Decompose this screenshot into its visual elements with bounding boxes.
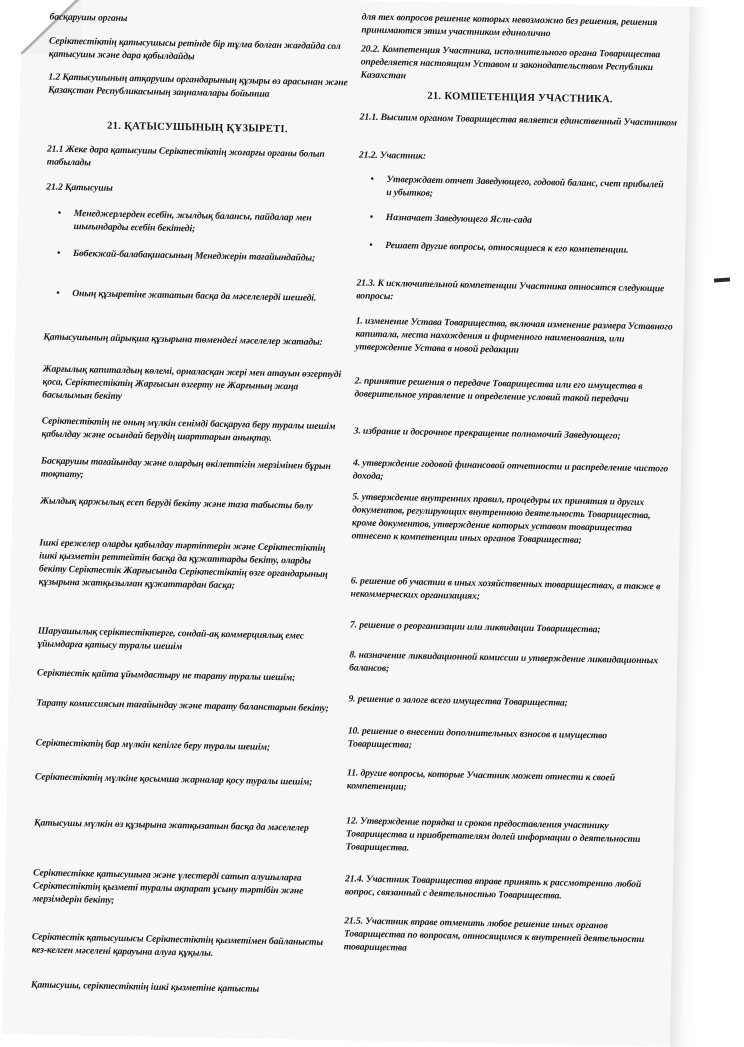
right-item-7: 7. решение о реорганизации или ликвидации Товарищества; xyxy=(350,618,601,636)
left-para-f: Ішкі ережелер оларды қабылдау тәртіптерін және Серіктестіктің ішкі қызметін реттейтін басқа да құжаттарды бекіту, оларды бекіту Серіктестік Жарғысында Серіктестіктің өзге органдарының құзырына жатқызылған құжаттардан басқа; xyxy=(39,536,340,594)
right-item-4: 4. утверждение годовой финансовой отчетности и распределение чистого дохода; xyxy=(353,456,673,488)
right-bullet-1: • Утверждает отчет Заведующего, годовой баланс, счет прибылей и убытков; xyxy=(358,172,666,204)
right-item-9: 9. решение о залоге всего имущества Товарищества; xyxy=(348,692,567,709)
page-edge-shadow xyxy=(670,7,712,1047)
right-para-21-5: 21.5. Участник вправе отменить любое решение иных органов Товарищества по вопросам, относящимся к внутренней деятельности товарищества xyxy=(344,914,665,959)
left-para-m: Серіктестікке қатысушыға және үлестерді сатып алушыларға Серіктестіктің қызметі туралы ақпарат ұсыну тәртібін және мерзімдерін бекіту; xyxy=(33,866,334,911)
left-para-intro: Серіктестіктің қатысушысы ретінде бір тұлға болған жағдайда сол қатысушы және дара қабылдайды xyxy=(49,35,349,67)
left-bullet-3: • Оның құзыретіне жататын басқа да мәселелерді шешеді. xyxy=(44,286,332,305)
left-para-l: Қатысушы мүлкін өз құзырына жатқызатын басқа да мәселелер xyxy=(34,816,309,834)
right-para-20-2: 20.2. Компетенция Участника, исполнительного органа Товарищества определяется настоящим Уставом и законодательством Республики Казахстан xyxy=(360,43,681,88)
right-item-5: 5. утверждение внутренних правил, процедуры их принятия и других документов, регулирующих внутреннюю деятельность Товарищества, кроме документов, утверждение которых уставом товарищества отнесено к компетенции иных органов Товарищества; xyxy=(352,490,673,548)
right-para-21-2: 21.2. Участник: xyxy=(359,148,426,162)
left-para-d: Басқарушы тағайындау және олардың өкілеттігін мерзімінен бұрын тоқтату; xyxy=(41,454,341,486)
right-top-fragment: для тех вопросов решение которых невозможно без решения, решения принимаются этим участником единолично xyxy=(361,11,681,43)
left-top-fragment: басқарушы органы xyxy=(49,11,127,25)
right-item-2: 2. принятие решения о передаче Товарищества или его имущества в доверительное управление и определение условий такой передачи xyxy=(354,374,674,406)
left-para-e: Жылдық қаржылық есеп беруді бекіту және таза табысты бөлу xyxy=(40,494,313,512)
left-bullet-2: • Бөбекжай-балабақшасының Менеджерін тағайындайды; xyxy=(45,246,333,265)
left-para-21-1: 21.1 Жеке дара қатысушы Серіктестіктің жоғарғы органы болып табылады xyxy=(47,143,347,175)
left-para-21-2: 21.2 Қатысушы xyxy=(46,181,113,195)
left-para-g: Шаруашылық серіктестіктерге, сондай-ақ коммерциялық емес ұйымдарға қатысу туралы шешім xyxy=(37,624,337,656)
right-para-21-1: 21.1. Высшим органом Товарищества является единственный Участником xyxy=(360,111,677,130)
right-heading: 21. КОМПЕТЕНЦИЯ УЧАСТНИКА. xyxy=(360,89,680,108)
right-column-russian xyxy=(362,1,682,7)
left-para-o: Қатысушы, серіктестіктің ішкі қызметіне қатысты xyxy=(31,978,259,995)
left-para-1-2: 1.2 Қатысушының атқарушы органдарының құзыры өз арасынан және Қазақстан Республикасының заңнамалары бойынша xyxy=(48,71,348,103)
left-para-h: Серіктестік қайта ұйымдастыру не тарату туралы шешім; xyxy=(37,666,296,684)
right-bullet-2: • Назначает Заведующего Ясли-сада xyxy=(358,210,666,229)
right-item-12: 12. Утверждение порядка и сроков предоставления участнику Товарищества и приобретателям долей информации о деятельности Товарищества. xyxy=(346,814,667,859)
right-item-3: 3. избрание и досрочное прекращение полномочий Заведующего; xyxy=(354,424,621,442)
left-para-b: Жарғылық капиталдың көлемі, орналасқан жері мен атауын өзгертуді қоса, Серіктестіктің Жарғысын өзгерту не Жарғының жаңа басылымын бекіту xyxy=(42,362,343,407)
left-para-k: Серіктестіктің мүлкіне қосымша жарналар қосу туралы шешім; xyxy=(35,770,313,788)
left-bullet-1: • Менеджерлерден есебін, жылдық балансы, пайдалар мен шығындарды есебін бекітеді; xyxy=(45,206,333,238)
scanned-page xyxy=(2,0,712,1047)
right-item-1: 1. изменение Устава Товарищества, включая изменение размера Уставного капитала, места нахождения и фирменного наименования, или утверждение Устава в новой редакции xyxy=(355,314,676,359)
right-item-6: 6. решение об участии в иных хозяйственных товариществах, а также в некоммерческих организациях; xyxy=(350,574,670,606)
right-para-21-3: 21.3. К исключительной компетенции Участника относятся следующие вопросы: xyxy=(356,276,676,308)
right-item-11: 11. другие вопросы, которые Участник может отнести к своей компетенции; xyxy=(347,766,667,798)
left-para-j: Серіктестіктің бар мүлкін кепілге беру туралы шешім; xyxy=(36,736,271,753)
right-para-21-4: 21.4. Участник Товарищества вправе принять к рассмотрению любой вопрос, связанный с деятельностью Товарищества. xyxy=(345,872,665,904)
left-para-i: Тарату комиссиясын тағайындау және тарату баланстарын бекіту; xyxy=(36,696,328,715)
right-item-10: 10. решение о внесении дополнительных взносов в имущество Товарищества; xyxy=(348,724,668,756)
right-bullet-3: • Решает другие вопросы, относящиеся к его компетенции. xyxy=(357,238,665,257)
left-para-c: Серіктестіктің не оның мүлкін сенімді басқаруға беру туралы шешім қабылдау және осындай берудің шарттарын анықтау. xyxy=(41,414,341,446)
left-para-a: Қатысушының айрықша құзырына төмендегі мәселелер жатады: xyxy=(43,330,323,348)
left-para-n: Серіктестік қатысушысы Серіктестіктің қызметімен байланысты кез-келген мәселені қарауына алуға құқылы. xyxy=(32,930,332,962)
margin-pen-mark xyxy=(714,277,730,282)
right-item-8: 8. назначение ликвидационной комиссии и утверждение ликвидационных балансов; xyxy=(349,648,669,680)
left-heading: 21. ҚАТЫСУШЫНЫҢ ҚҰЗЫРЕТІ. xyxy=(47,119,347,138)
